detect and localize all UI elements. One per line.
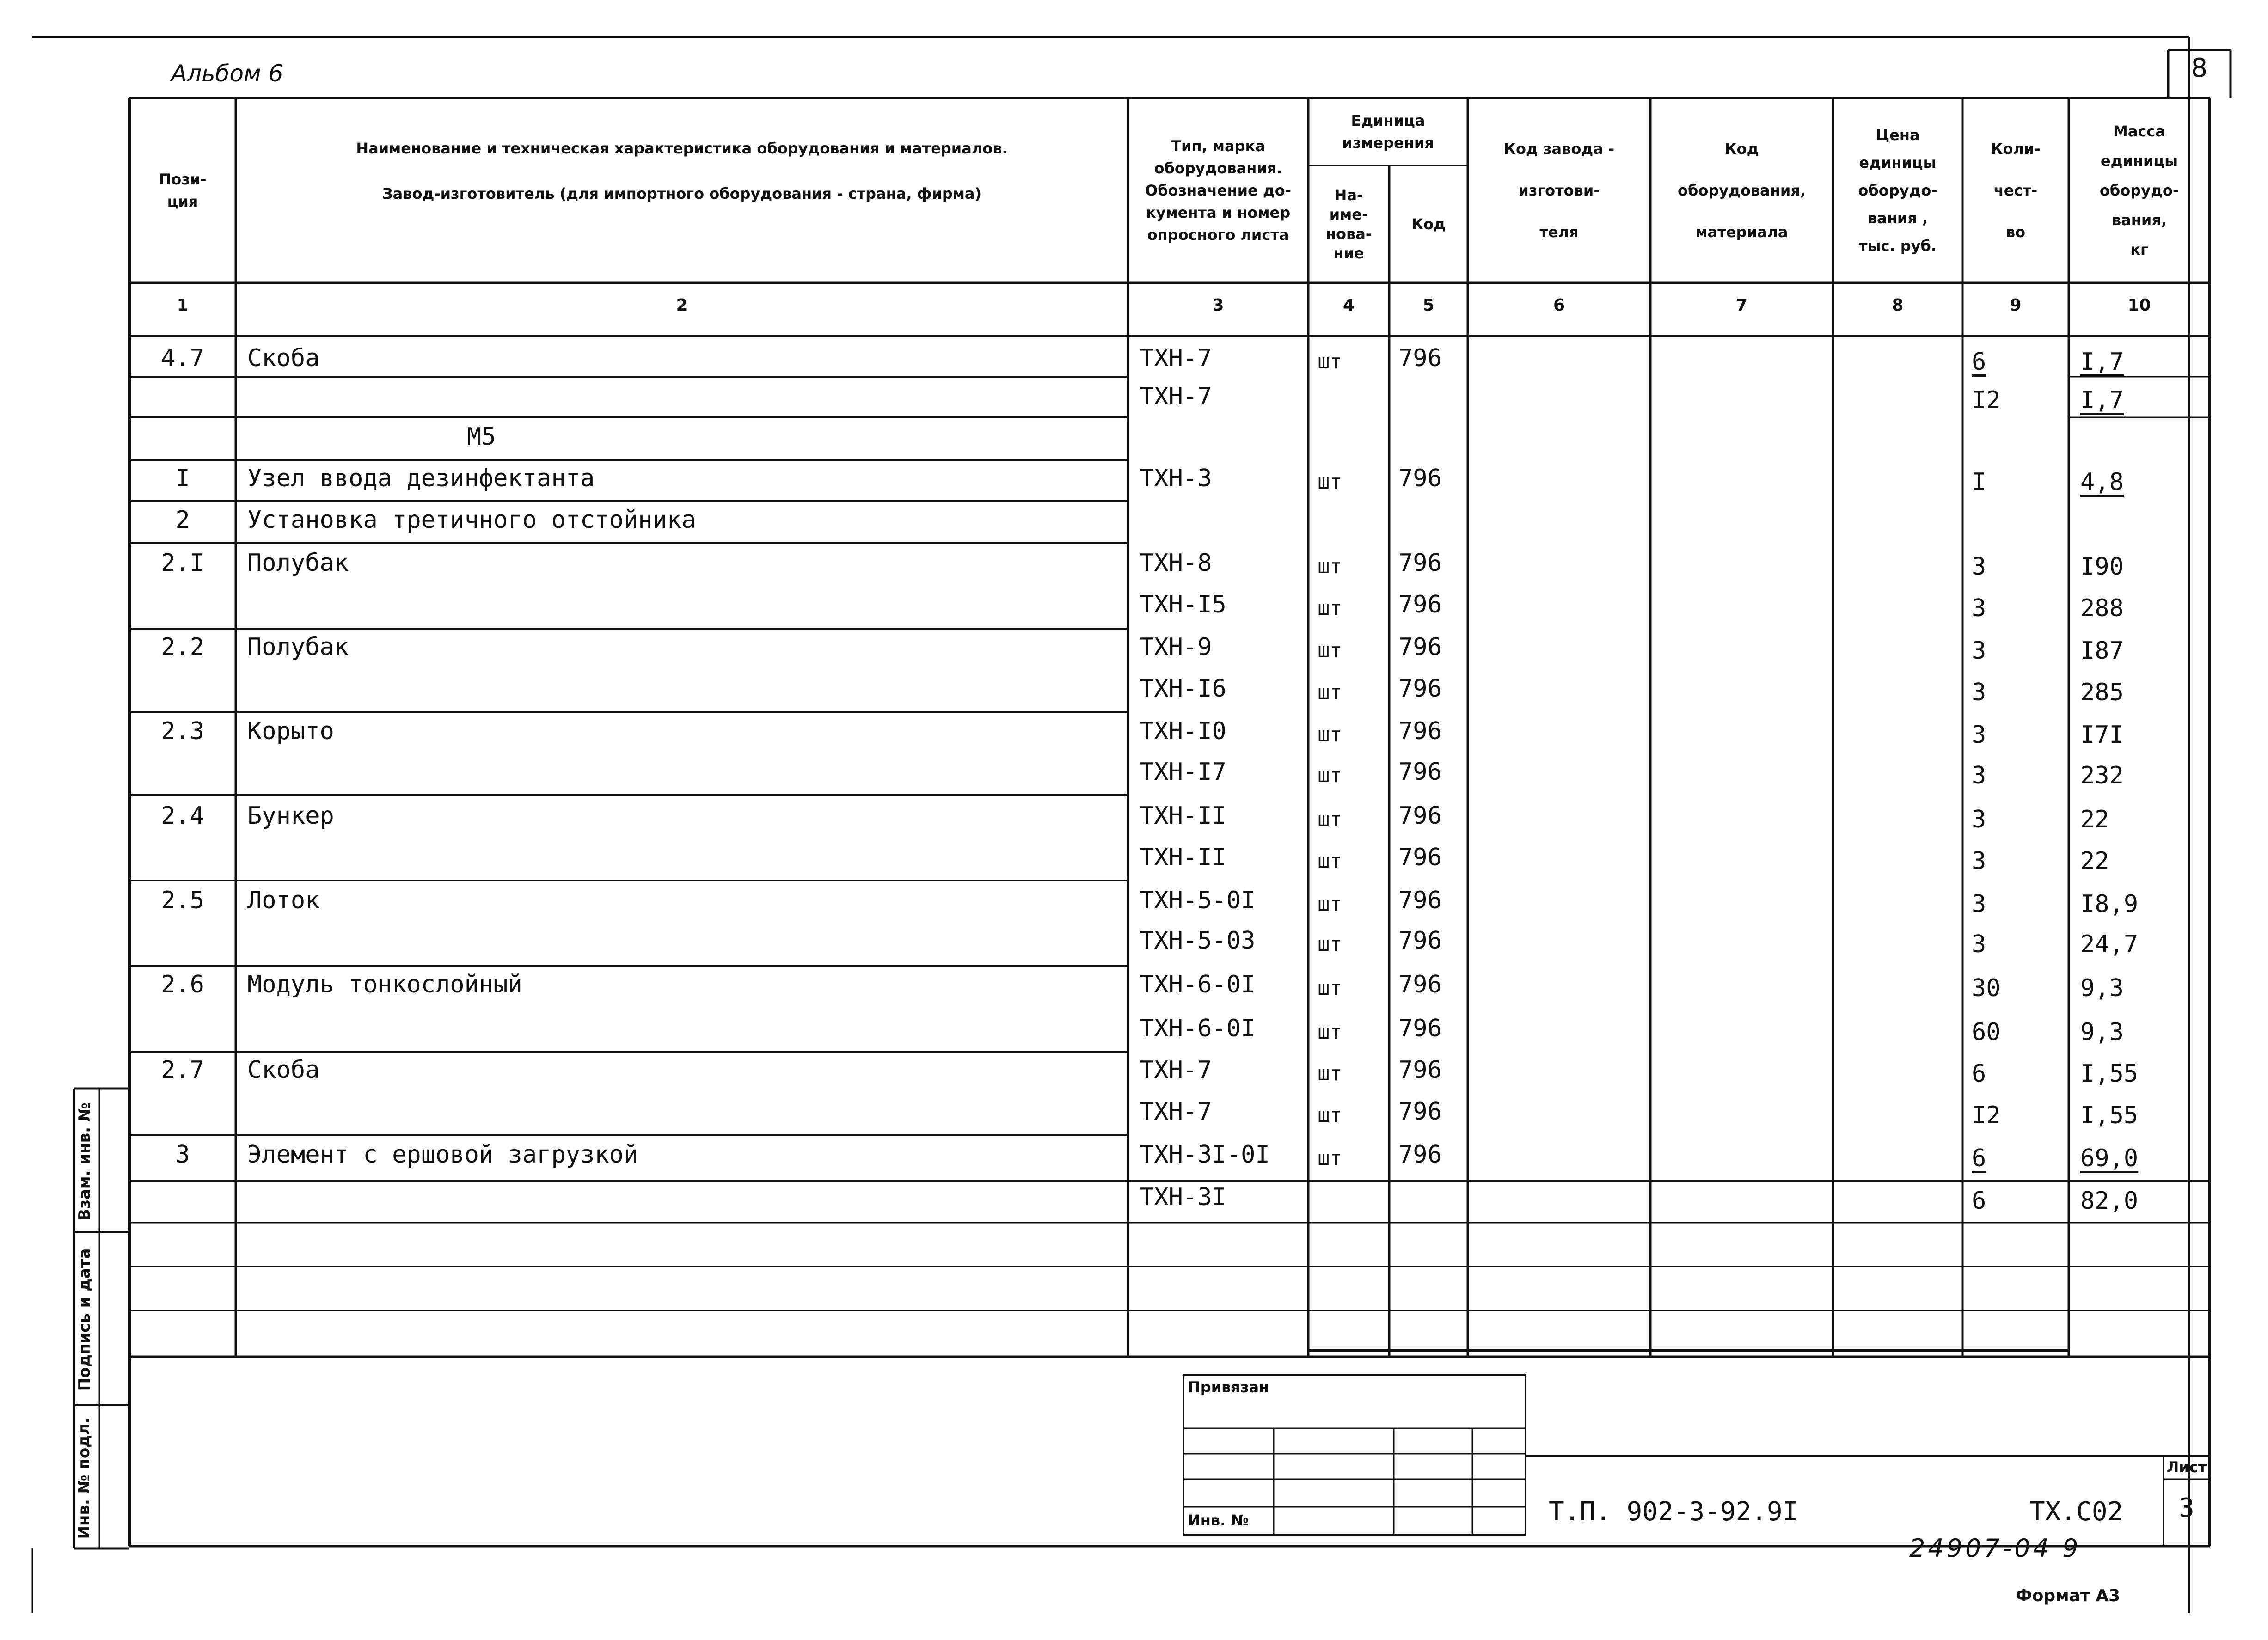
row-unit: шт [1318, 1146, 1342, 1170]
row-quantity: 3 [1972, 721, 1986, 749]
header-col-unit-name: На- име- нова- ние [1325, 186, 1372, 262]
row-unit-code: 796 [1398, 717, 1442, 745]
format-label: Формат А3 [2016, 1586, 2121, 1605]
row-type: ТХН-I5 [1140, 591, 1226, 618]
row-unit: шт [1318, 555, 1342, 578]
row-quantity: I2 [1972, 386, 2001, 414]
row-type: ТХН-7 [1140, 1056, 1212, 1084]
row-unit-code: 796 [1398, 1015, 1442, 1042]
row-type: ТХН-6-0I [1140, 1015, 1256, 1042]
row-name: Полубак [247, 633, 349, 661]
colnum-6: 6 [1553, 296, 1565, 315]
row-quantity: 3 [1972, 637, 1986, 665]
row-mass: I,7 [2080, 348, 2124, 376]
row-mass: 24,7 [2080, 930, 2139, 958]
header-col-price: Цена единицы оборудо- вания , тыс. руб. [1858, 126, 1937, 255]
row-quantity: 6 [1972, 1144, 1986, 1172]
row-name: Скоба [247, 344, 320, 372]
row-unit-code: 796 [1398, 1098, 1442, 1126]
row-mass: I8,9 [2080, 890, 2139, 918]
row-type: ТХН-7 [1140, 344, 1212, 372]
row-name: Узел ввода дезинфектанта [247, 465, 595, 492]
row-unit-code: 796 [1398, 591, 1442, 618]
row-type: ТХН-I7 [1140, 758, 1226, 786]
row-mass: 22 [2080, 847, 2109, 875]
row-type: ТХН-5-0I [1140, 887, 1256, 914]
colnum-5: 5 [1422, 296, 1434, 315]
header-unit-group: Единица измерения [1342, 112, 1434, 152]
colnum-4: 4 [1342, 296, 1355, 315]
colnum-7: 7 [1735, 296, 1748, 315]
row-quantity: 3 [1972, 594, 1986, 622]
row-name: Корыто [247, 717, 334, 745]
colnum-9: 9 [2010, 296, 2022, 315]
row-mass: 288 [2080, 594, 2124, 622]
header-col-quantity: Коли- чест- во [1991, 140, 2041, 241]
row-position: 2.I [161, 549, 204, 577]
row-name: Бункер [247, 802, 334, 830]
row-type: ТХН-I6 [1140, 675, 1226, 703]
row-unit: шт [1318, 639, 1342, 662]
row-name: Полубак [247, 549, 349, 577]
row-type: ТХН-I0 [1140, 717, 1226, 745]
side-stamp-signature-date: Подпись и дата [75, 1248, 94, 1391]
colnum-8: 8 [1892, 296, 1904, 315]
row-type: ТХН-9 [1140, 633, 1212, 661]
row-unit: шт [1318, 723, 1342, 747]
row-unit: шт [1318, 1020, 1342, 1044]
row-position: 2.5 [161, 887, 204, 914]
row-unit-code: 796 [1398, 758, 1442, 786]
row-quantity: 3 [1972, 553, 1986, 581]
row-quantity: 3 [1972, 806, 1986, 833]
row-unit: шт [1318, 849, 1342, 873]
row-type: ТХН-3I-0I [1140, 1141, 1270, 1169]
colnum-10: 10 [2127, 296, 2151, 315]
row-position: 2.3 [161, 717, 204, 745]
row-unit-code: 796 [1398, 887, 1442, 914]
header-col-factory-code: Код завода - изготови- теля [1503, 140, 1615, 241]
row-type: ТХН-II [1140, 844, 1226, 871]
row-quantity: 6 [1972, 1060, 1986, 1088]
header-col-mass: Масса единицы оборудо- вания, кг [2099, 122, 2179, 258]
row-name: Скоба [247, 1056, 320, 1084]
row-mass: 285 [2080, 679, 2124, 706]
row-position: 2.6 [161, 971, 204, 998]
row-type: ТХН-8 [1140, 549, 1212, 577]
row-position: 4.7 [161, 344, 204, 372]
row-quantity: 3 [1972, 930, 1986, 958]
row-type: ТХН-3 [1140, 465, 1212, 492]
document-code: Т.П. 902-3-92.9I [1549, 1497, 1798, 1527]
sheet-number: 3 [2179, 1493, 2194, 1523]
row-mass: 4,8 [2080, 468, 2124, 496]
row-unit-code: 796 [1398, 927, 1442, 955]
row-unit-code: 796 [1398, 344, 1442, 372]
row-unit-code: 796 [1398, 971, 1442, 998]
header-col-equipment-code: Код оборудования, материала [1678, 140, 1806, 241]
row-quantity: 3 [1972, 890, 1986, 918]
row-mass: 82,0 [2080, 1187, 2139, 1215]
row-name: Модуль тонкослойный [247, 971, 522, 998]
row-unit-code: 796 [1398, 1056, 1442, 1084]
row-name: М5 [467, 423, 496, 451]
row-unit-code: 796 [1398, 675, 1442, 703]
row-mass: I87 [2080, 637, 2124, 665]
header-col-type: Тип, марка оборудования. Обозначение до- кумента и номер опросного листа [1145, 137, 1291, 244]
row-unit-code: 796 [1398, 633, 1442, 661]
row-quantity: I [1972, 468, 1986, 496]
row-unit: шт [1318, 596, 1342, 620]
colnum-1: 1 [177, 296, 189, 315]
side-stamp-original-inv: Инв. № подл. [75, 1417, 93, 1539]
row-unit: шт [1318, 892, 1342, 916]
colnum-3: 3 [1212, 296, 1224, 315]
row-position: 3 [175, 1141, 190, 1169]
row-type: ТХН-7 [1140, 1098, 1212, 1126]
row-mass: 232 [2080, 762, 2124, 789]
row-unit: шт [1318, 764, 1342, 787]
row-name: Лоток [247, 887, 320, 914]
row-unit: шт [1318, 1103, 1342, 1127]
row-unit: шт [1318, 1062, 1342, 1085]
row-mass: 69,0 [2080, 1144, 2139, 1172]
row-name: Элемент с ершовой загрузкой [247, 1141, 638, 1169]
row-unit: шт [1318, 350, 1342, 373]
row-unit: шт [1318, 470, 1342, 494]
document-mark: ТХ.С02 [2029, 1497, 2123, 1527]
row-unit: шт [1318, 932, 1342, 956]
row-mass: I,55 [2080, 1060, 2139, 1088]
row-position: 2 [175, 506, 190, 534]
sheet-label: Лист [2166, 1458, 2207, 1476]
row-unit-code: 796 [1398, 465, 1442, 492]
side-stamp-replaced-inv: Взам. инв. № [75, 1102, 94, 1221]
row-quantity: 3 [1972, 679, 1986, 706]
inv-no-label: Инв. № [1188, 1511, 1249, 1529]
row-position: 2.4 [161, 802, 204, 830]
row-quantity: 6 [1972, 1187, 1986, 1215]
row-mass: 9,3 [2080, 1018, 2124, 1046]
row-unit-code: 796 [1398, 802, 1442, 830]
row-mass: I,7 [2080, 386, 2124, 414]
row-quantity: 3 [1972, 847, 1986, 875]
row-quantity: I2 [1972, 1101, 2001, 1129]
row-unit: шт [1318, 680, 1342, 704]
row-type: ТХН-3I [1140, 1183, 1226, 1211]
handwritten-registration-number: 24907-04 9 [1909, 1534, 2081, 1563]
row-unit: шт [1318, 808, 1342, 831]
row-position: 2.7 [161, 1056, 204, 1084]
page-corner-number: 8 [2191, 53, 2208, 83]
row-quantity: 30 [1972, 974, 2001, 1002]
row-type: ТХН-6-0I [1140, 971, 1256, 998]
row-position: 2.2 [161, 633, 204, 661]
row-type: ТХН-5-03 [1140, 927, 1256, 955]
header-col-name: Наименование и техническая характеристика оборудования и материалов. Завод-изготовитель (для импортного оборудования - страна, фирма) [356, 140, 1008, 202]
header-col-position: Пози-ция [159, 171, 207, 210]
row-mass: I,55 [2080, 1101, 2139, 1129]
row-unit-code: 796 [1398, 1141, 1442, 1169]
row-mass: I90 [2080, 553, 2124, 581]
header-col-unit-code: Код [1411, 215, 1446, 233]
row-unit-code: 796 [1398, 844, 1442, 871]
row-unit-code: 796 [1398, 549, 1442, 577]
row-type: ТХН-II [1140, 802, 1226, 830]
row-name: Установка третичного отстойника [247, 506, 696, 534]
row-unit: шт [1318, 976, 1342, 1000]
row-position: I [175, 465, 190, 492]
row-quantity: 6 [1972, 348, 1986, 376]
row-quantity: 60 [1972, 1018, 2001, 1046]
row-mass: I7I [2080, 721, 2124, 749]
row-mass: 9,3 [2080, 974, 2124, 1002]
row-quantity: 3 [1972, 762, 1986, 789]
row-mass: 22 [2080, 806, 2109, 833]
album-label: Альбом 6 [171, 60, 283, 87]
row-type: ТХН-7 [1140, 383, 1212, 410]
privyazan-label: Привязан [1188, 1378, 1269, 1396]
colnum-2: 2 [676, 296, 688, 315]
